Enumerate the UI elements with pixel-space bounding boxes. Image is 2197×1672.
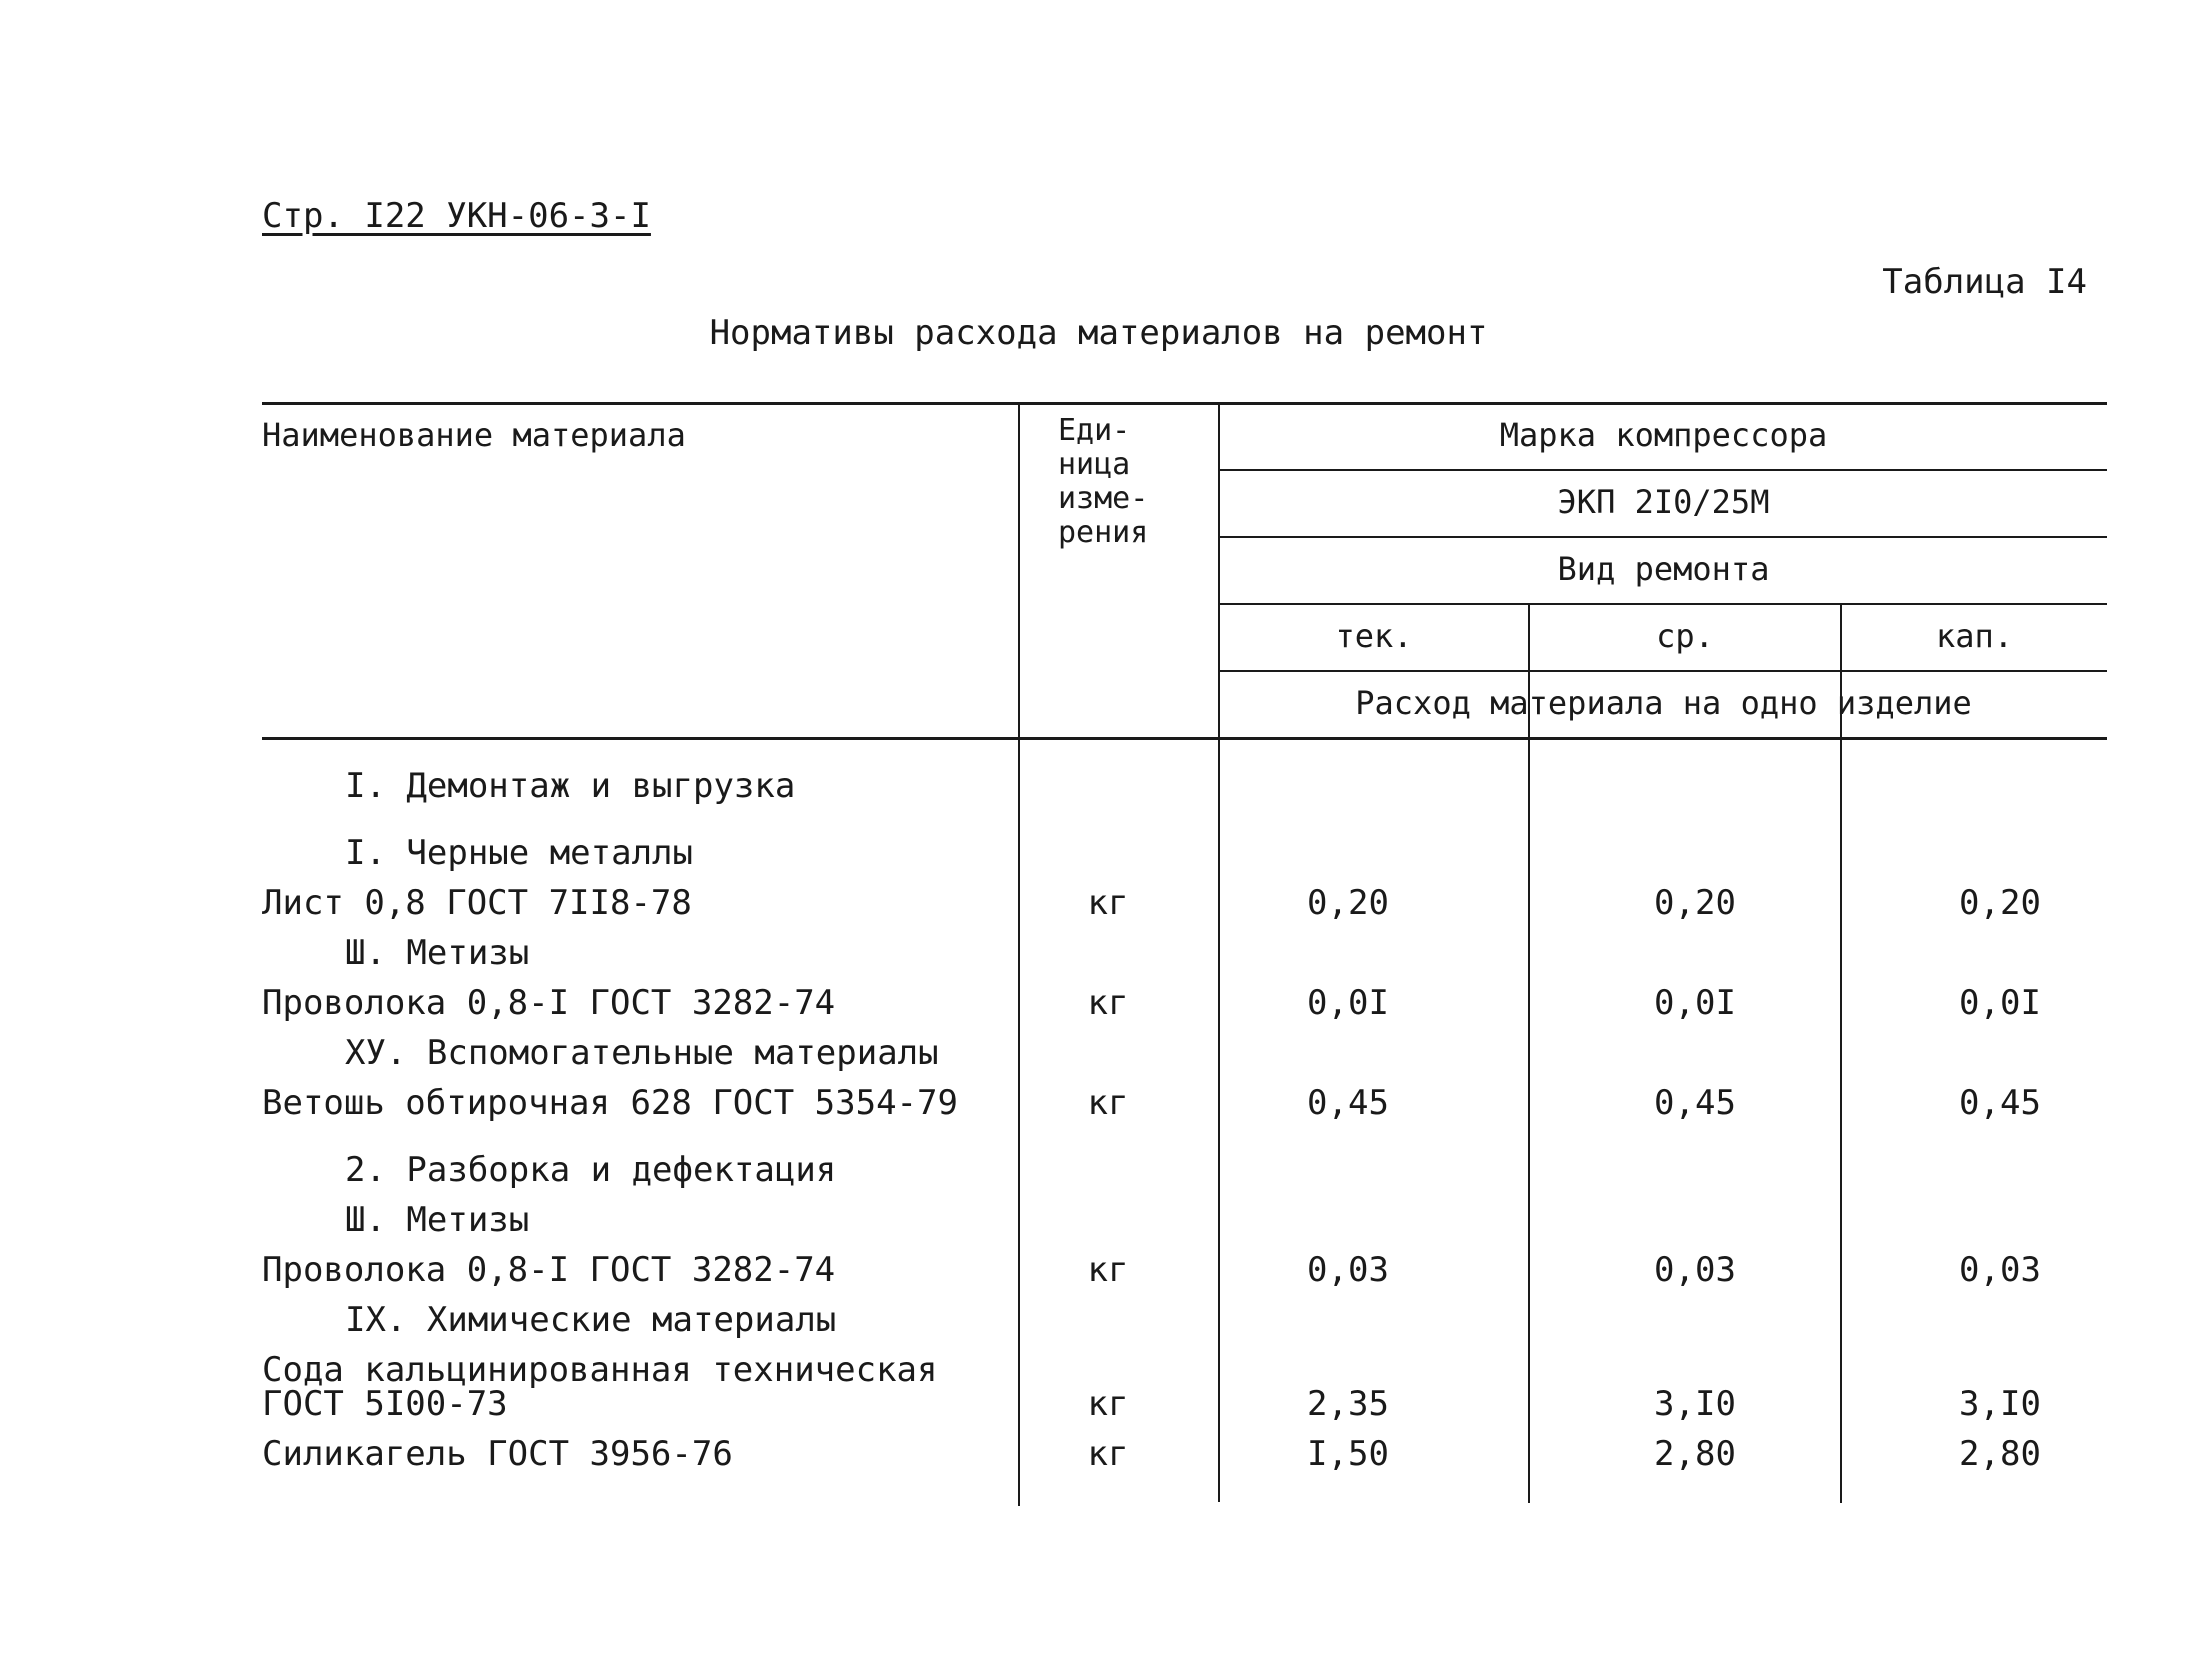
value-kap: 3,I0 (1959, 1384, 2041, 1424)
value-tek: 0,0I (1307, 983, 1389, 1023)
value-kap: 2,80 (1959, 1434, 2041, 1474)
value-tek: I,50 (1307, 1434, 1389, 1474)
col-divider-sr (1840, 603, 1842, 1503)
header-material: Наименование материала (262, 416, 686, 454)
material-unit: кг (1087, 1083, 1129, 1123)
material-name: Проволока 0,8-I ГОСТ 3282-74 (262, 1250, 836, 1290)
value-tek: 0,20 (1307, 883, 1389, 923)
header-repair-type: Вид ремонта (1557, 550, 1770, 588)
material-name: Ветошь обтирочная 628 ГОСТ 5354-79 (262, 1083, 958, 1123)
header-bottom-rule (262, 737, 2107, 740)
material-name: Проволока 0,8-I ГОСТ 3282-74 (262, 983, 836, 1023)
header-consumption: Расход материала на одно изделие (1355, 684, 1972, 722)
value-tek: 0,03 (1307, 1250, 1389, 1290)
page-reference: Стр. I22 УКН-06-3-I (262, 196, 651, 236)
value-sr: 0,0I (1654, 983, 1736, 1023)
material-name: Лист 0,8 ГОСТ 7II8-78 (262, 883, 692, 923)
value-tek: 2,35 (1307, 1384, 1389, 1424)
value-tek: 0,45 (1307, 1083, 1389, 1123)
material-name-continued: ГОСТ 5I00-73 (262, 1384, 508, 1424)
material-name: Силикагель ГОСТ 3956-76 (262, 1434, 733, 1474)
value-kap: 0,45 (1959, 1083, 2041, 1123)
col-divider-tek (1528, 603, 1530, 1503)
header-rule-4 (1220, 670, 2107, 672)
material-unit: кг (1087, 983, 1129, 1023)
value-sr: 0,45 (1654, 1083, 1736, 1123)
subsection-title: ХУ. Вспомогательные материалы (345, 1033, 939, 1073)
subsection-title: IX. Химические материалы (345, 1300, 837, 1340)
header-repair-sr: ср. (1656, 617, 1714, 655)
header-repair-kap: кап. (1935, 617, 2014, 655)
table-number: Таблица I4 (1882, 262, 2087, 302)
subsection-title: Ш. Метизы (345, 1200, 530, 1240)
value-sr: 0,20 (1654, 883, 1736, 923)
value-kap: 0,0I (1959, 983, 2041, 1023)
value-kap: 0,03 (1959, 1250, 2041, 1290)
section-title: I. Демонтаж и выгрузка (345, 766, 796, 806)
subsection-title: I. Черные металлы (345, 833, 693, 873)
header-rule-3 (1220, 603, 2107, 605)
header-repair-tek: тек. (1335, 617, 1413, 655)
header-rule-2 (1220, 536, 2107, 538)
col-divider-name (1018, 402, 1020, 1506)
table-title: Нормативы расхода материалов на ремонт (709, 313, 1488, 353)
material-name: Сода кальцинированная техническая (262, 1350, 938, 1390)
section-title: 2. Разборка и дефектация (345, 1150, 837, 1190)
material-unit: кг (1087, 1434, 1129, 1474)
table-top-rule (262, 402, 2107, 405)
value-sr: 0,03 (1654, 1250, 1736, 1290)
value-sr: 2,80 (1654, 1434, 1736, 1474)
material-unit: кг (1087, 883, 1129, 923)
header-compressor-brand: Марка компрессора (1499, 416, 1828, 454)
value-sr: 3,I0 (1654, 1384, 1736, 1424)
material-unit: кг (1087, 1384, 1129, 1424)
header-unit: Еди- ница изме- рения (1058, 413, 1149, 550)
header-rule-1 (1220, 469, 2107, 471)
value-kap: 0,20 (1959, 883, 2041, 923)
subsection-title: Ш. Метизы (345, 933, 530, 973)
header-compressor-model: ЭКП 2I0/25М (1557, 483, 1770, 521)
material-unit: кг (1087, 1250, 1129, 1290)
